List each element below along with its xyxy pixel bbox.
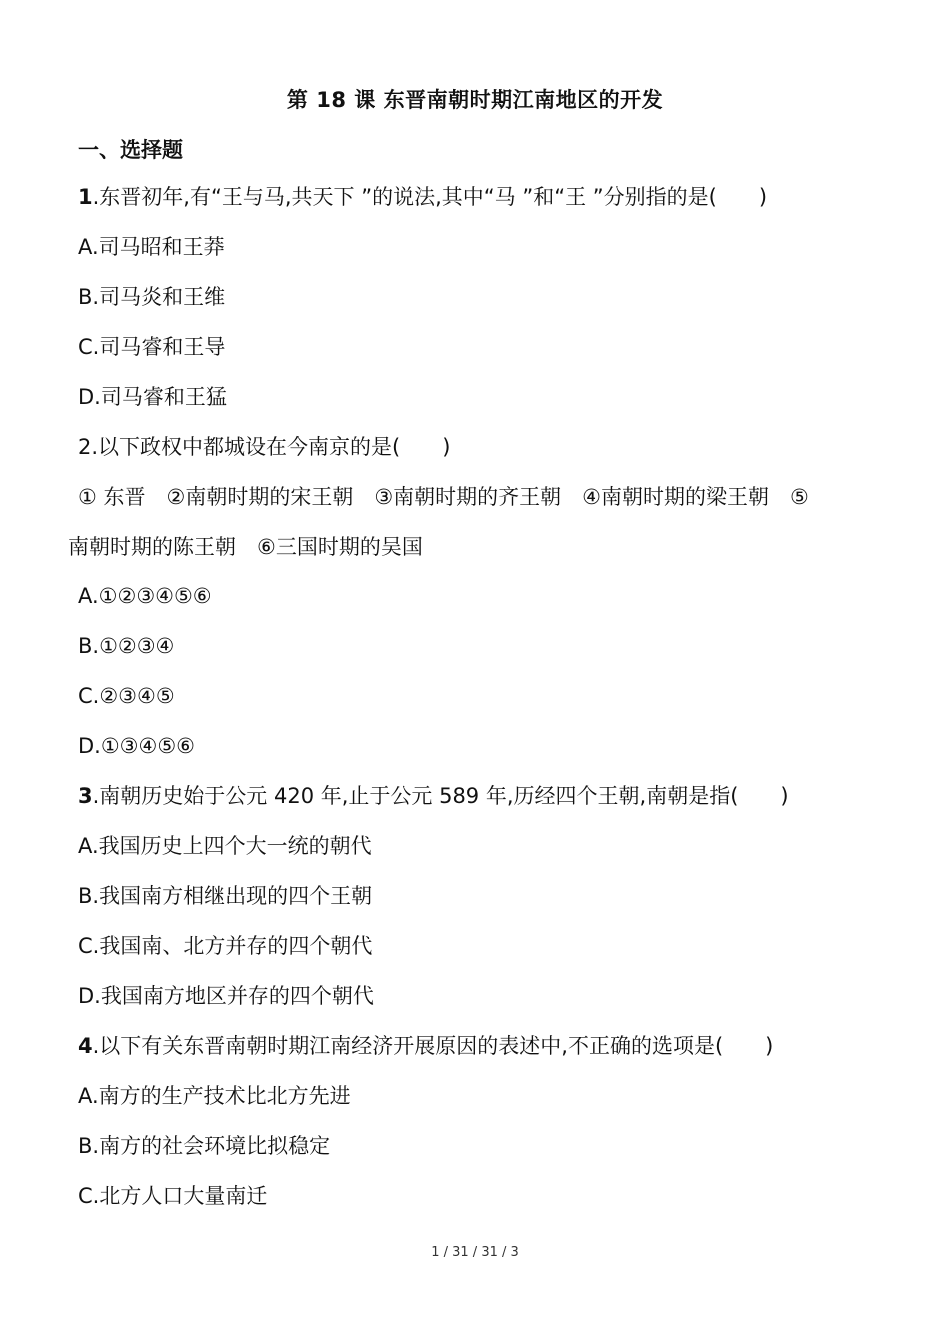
question-number: 3 <box>78 784 93 808</box>
q2-option-a: A.①②③④⑤⑥ <box>78 584 212 608</box>
q3-option-d: D.我国南方地区并存的四个朝代 <box>78 984 374 1008</box>
question-3 <box>78 783 789 809</box>
q2-option-c: C.②③④⑤ <box>78 684 175 708</box>
q4-option-c: C.北方人口大量南迁 <box>78 1184 268 1208</box>
q4-option-a: A.南方的生产技术比北方先进 <box>78 1084 351 1108</box>
question-text: .以下有关东晋南朝时期江南经济开展原因的表述中,不正确的选项是( ) <box>92 1034 774 1058</box>
section-heading: 一、选择题 <box>78 138 183 162</box>
q1-option-a: A.司马昭和王莽 <box>78 235 225 259</box>
question-text: .东晋初年,有“王与马,共天下 ”的说法,其中“马 ”和“王 ”分别指的是( ) <box>92 185 768 209</box>
question-2: 2.以下政权中都城设在今南京的是( ) <box>78 435 451 459</box>
q1-option-d: D.司马睿和王猛 <box>78 385 227 409</box>
q1-option-c: C.司马睿和王导 <box>78 335 226 359</box>
q2-items-line-2: 南朝时期的陈王朝 ⑥三国时期的吴国 <box>68 535 423 559</box>
question-4 <box>78 1033 773 1059</box>
q3-option-b: B.我国南方相继出现的四个王朝 <box>78 884 373 908</box>
q4-option-b: B.南方的社会环境比拟稳定 <box>78 1134 331 1158</box>
q2-option-d: D.①③④⑤⑥ <box>78 734 195 758</box>
question-number: 4 <box>78 1034 93 1058</box>
q2-option-b: B.①②③④ <box>78 634 175 658</box>
q2-items-line-1: ① 东晋 ②南朝时期的宋王朝 ③南朝时期的齐王朝 ④南朝时期的梁王朝 ⑤ <box>78 485 809 509</box>
page-number: 1 / 31 / 31 / 3 <box>431 1245 519 1260</box>
question-1 <box>78 184 767 210</box>
q3-option-a: A.我国历史上四个大一统的朝代 <box>78 834 372 858</box>
q1-option-b: B.司马炎和王维 <box>78 285 226 309</box>
question-number: 1 <box>78 185 93 209</box>
question-text: .南朝历史始于公元 420 年,止于公元 589 年,历经四个王朝,南朝是指( ) <box>92 784 789 808</box>
q3-option-c: C.我国南、北方并存的四个朝代 <box>78 934 373 958</box>
page-title: 第 18 课 东晋南朝时期江南地区的开发 <box>286 88 664 112</box>
